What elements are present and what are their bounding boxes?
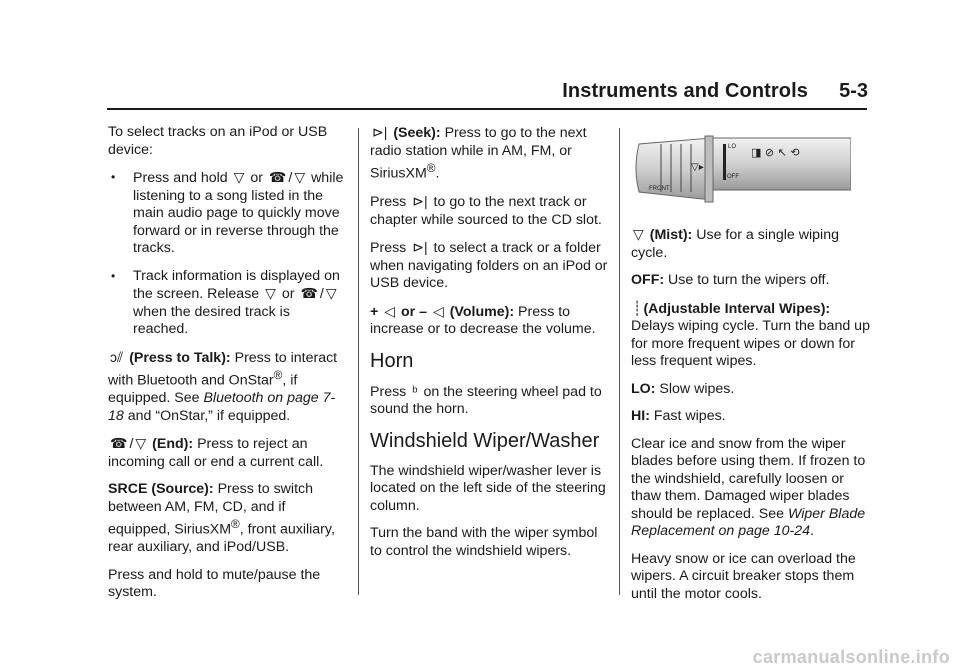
heavy-snow-paragraph: Heavy snow or ice can overload the wipers. A circuit breaker stops them until the motor cools. [631, 550, 856, 602]
seek-icon: ⊳| [372, 124, 388, 140]
column-3 [631, 124, 871, 613]
phone-end-icon: ☎ [268, 169, 287, 185]
seek-icon: ⊳| [412, 193, 428, 210]
end-paragraph: ☎ / ▽ (End): Press to reject an incoming call or end a current call. [108, 435, 324, 470]
seek-down-icon: ▽ [325, 285, 337, 301]
svg-text:OFF: OFF [727, 174, 739, 180]
lo-paragraph: LO: Slow wipes. [631, 380, 735, 397]
column-2 [370, 124, 610, 570]
seek-down-icon: ▽ [294, 169, 306, 185]
page-number: 5-3 [839, 80, 868, 102]
seek-up-icon: ▽ [265, 285, 276, 301]
volume-icon: ◁ [384, 302, 396, 319]
interval-paragraph: ┊ (Adjustable Interval Wipes): Delays wiping cycle. Turn the band up for more frequent wipes or down for less frequent wipes. [631, 299, 870, 369]
bluetooth-link[interactable]: Bluetooth on page 7-18 [108, 390, 336, 424]
svg-text:▽▸: ▽▸ [691, 162, 704, 173]
bullet-icon: • [111, 268, 116, 283]
svg-text:FRONT: FRONT [649, 186, 670, 192]
wiper-location-paragraph: The windshield wiper/washer lever is located on the left side of the steering column. [370, 462, 606, 514]
seek-track-paragraph: Press ⊳| to go to the next track or chapter while sourced to the CD slot. [370, 193, 602, 228]
horn-paragraph: Press ᵇ on the steering wheel pad to sound the horn. [370, 382, 602, 418]
header-rule [107, 108, 867, 110]
bullet-icon: • [111, 170, 116, 184]
hi-paragraph: HI: Fast wipes. [631, 408, 726, 424]
list-item: • Press and hold ▽ or ☎ / ▽ while listening to a song listed in the main audio page to quickly move forward or in reverse through the tracks. [111, 169, 344, 256]
mist-paragraph: ▽ (Mist): Use for a single wiping cycle. [631, 226, 839, 261]
press-to-talk-paragraph: ↄ⫽ (Press to Talk): Press to interact with Bluetooth and OnStar®, if equipped. See Bluetooth on page 7-18 and “OnStar,” if equipped. [108, 348, 338, 424]
page-header [0, 0, 960, 116]
ipod-intro: To select tracks on an iPod or USB device: [108, 124, 328, 158]
column-divider [619, 128, 620, 595]
horn-heading: Horn [370, 349, 414, 372]
phone-end-icon: ☎ [300, 285, 318, 301]
wiper-blade-link[interactable]: Wiper Blade Replacement on page 10-24 [631, 505, 866, 539]
off-paragraph: OFF: Use to turn the wipers off. [631, 272, 830, 288]
list-item: • Track information is displayed on the screen. Release ▽ or ☎ / ▽ when the desired track is reached. [111, 267, 340, 337]
volume-paragraph: + ◁ or – ◁ (Volume): Press to increase or to decrease the volume. [370, 302, 596, 338]
wiper-lever-image [631, 130, 851, 210]
mute-paragraph: Press and hold to mute/pause the system. [108, 566, 321, 601]
volume-icon: ◁ [432, 302, 444, 319]
seek-down-icon: ▽ [135, 435, 147, 452]
seek-paragraph: ⊳| (Seek): Press to go to the next radio station while in AM, FM, or SiriusXM®. [370, 124, 587, 182]
seek-up-icon: ▽ [233, 169, 245, 185]
mist-icon: ▽ [633, 226, 644, 242]
wiper-lever-illustration [631, 130, 851, 210]
clear-paragraph: Clear ice and snow from the wiper blades before using them. If frozen to the windshield, carefully loosen or thaw them. Damaged wiper blades should be replaced. See Wiper Blade Replacement on page 10-24. [631, 435, 866, 539]
section-title: Instruments and Controls [562, 80, 808, 102]
wiper-band-paragraph: Turn the band with the wiper symbol to control the windshield wipers. [370, 525, 598, 559]
seek-icon: ⊳| [412, 239, 428, 256]
seek-folder-paragraph: Press ⊳| to select a track or a folder when navigating folders on an iPod or USB device. [370, 239, 608, 292]
svg-text:◨ ⊘ ↖ ⟲: ◨ ⊘ ↖ ⟲ [751, 146, 800, 159]
watermark: carmanualsonline.info [752, 647, 950, 667]
column-1 [108, 124, 348, 612]
horn-icon: ᵇ [412, 382, 418, 399]
wiper-heading: Windshield Wiper/Washer [370, 429, 600, 452]
interval-icon: ┊ [633, 299, 642, 316]
svg-text:LO: LO [728, 144, 737, 150]
source-paragraph: SRCE (Source): Press to switch between AM, FM, CD, and if equipped, SiriusXM®, front auxiliary, rear auxiliary, and iPod/USB. [108, 481, 335, 556]
phone-end-icon: ☎ [110, 435, 128, 452]
column-divider [358, 128, 359, 595]
press-to-talk-icon: ↄ⫽ [110, 348, 124, 365]
